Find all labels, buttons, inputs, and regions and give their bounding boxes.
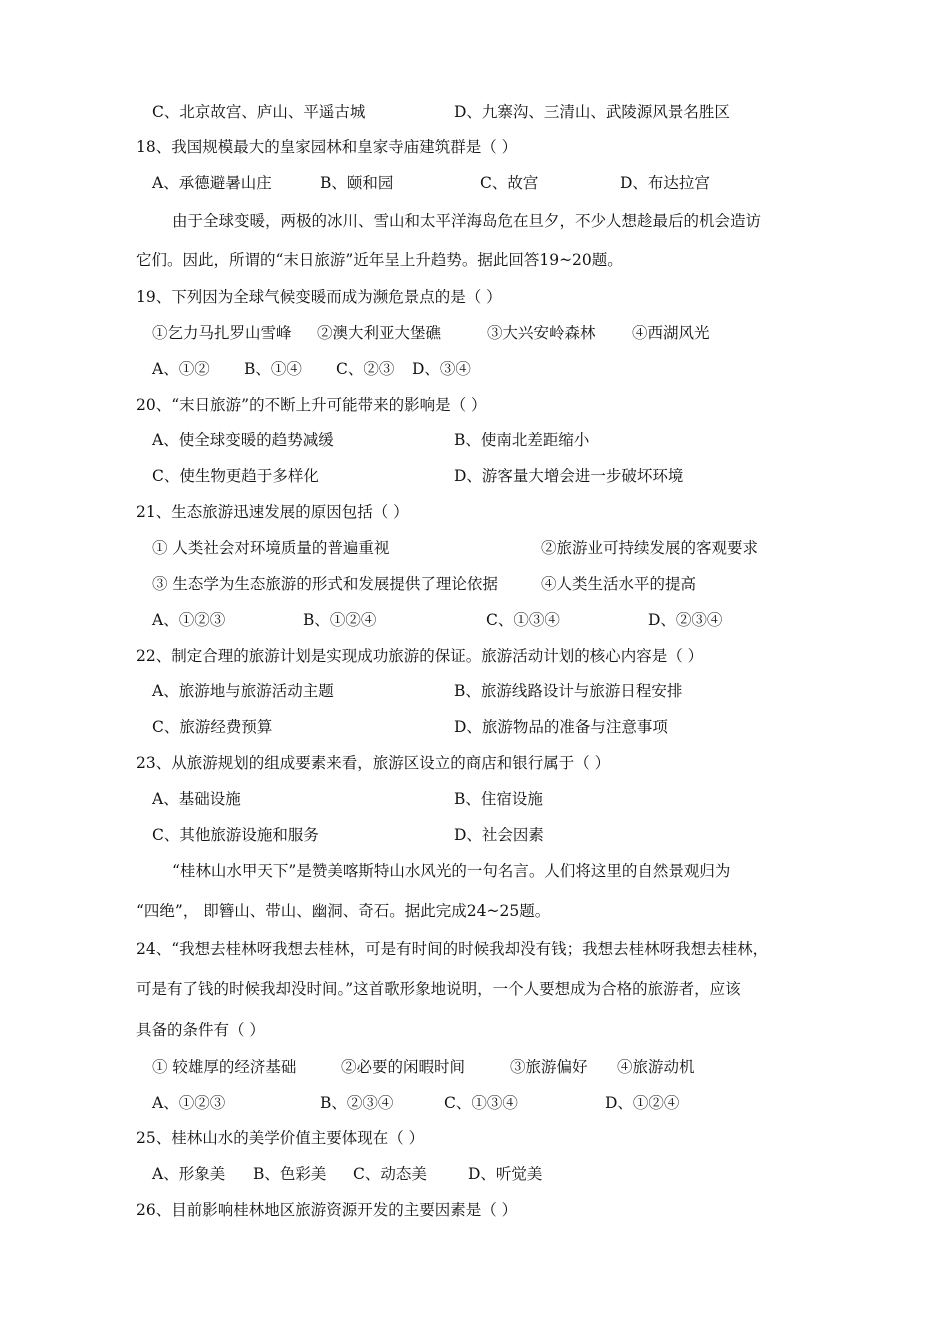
q20-option-a: A、使全球变暖的趋势减缓 (152, 431, 334, 449)
passage-24-25-line-1: “桂林山水甲天下”是赞美喀斯特山水风光的一句名言。人们将这里的自然景观归为 (172, 862, 731, 880)
question-25: 25、桂林山水的美学价值主要体现在（ ） (136, 1129, 425, 1147)
passage-19-20-line-1: 由于全球变暖，两极的冰川、雪山和太平洋海岛危在旦夕，不少人想趁最后的机会造访 (172, 212, 762, 230)
q23-option-a: A、基础设施 (152, 790, 241, 808)
q21-option-d: D、②③④ (648, 611, 723, 629)
question-26: 26、目前影响桂林地区旅游资源开发的主要因素是（ ） (136, 1201, 518, 1219)
q19-option-b: B、①④ (244, 360, 302, 378)
q19-item-1: ①乞力马扎罗山雪峰 (152, 324, 292, 342)
q22-option-b: B、旅游线路设计与旅游日程安排 (454, 682, 683, 700)
q19-item-2: ②澳大利亚大堡礁 (317, 324, 442, 342)
q25-option-d: D、听觉美 (468, 1165, 543, 1183)
q22-option-c: C、旅游经费预算 (152, 718, 273, 736)
passage-24-25-line-2: “四绝”， 即簪山、带山、幽洞、奇石。据此完成24~25题。 (136, 902, 551, 920)
q22-option-d: D、旅游物品的准备与注意事项 (454, 718, 668, 736)
q19-option-a: A、①② (152, 360, 210, 378)
q21-item-1: ① 人类社会对环境质量的普遍重视 (152, 539, 390, 557)
q21-option-c: C、①③④ (486, 611, 560, 629)
question-24-line-1: 24、“我想去桂林呀我想去桂林，可是有时间的时候我却没有钱；我想去桂林呀我想去桂林， (136, 940, 769, 958)
q23-option-d: D、社会因素 (454, 826, 544, 844)
q24-item-1: ① 较雄厚的经济基础 (152, 1058, 297, 1076)
question-20: 20、“末日旅游”的不断上升可能带来的影响是（ ） (136, 396, 487, 414)
q19-option-d: D、③④ (412, 360, 471, 378)
question-22: 22、制定合理的旅游计划是实现成功旅游的保证。旅游活动计划的核心内容是（ ） (136, 647, 704, 665)
q18-option-c: C、故宫 (480, 174, 539, 192)
q20-option-c: C、使生物更趋于多样化 (152, 467, 319, 485)
question-18: 18、我国规模最大的皇家园林和皇家寺庙建筑群是（ ） (136, 138, 518, 156)
q20-option-b: B、使南北差距缩小 (454, 431, 590, 449)
q21-item-4: ④人类生活水平的提高 (541, 575, 697, 593)
q23-option-b: B、住宿设施 (454, 790, 543, 808)
q18-option-b: B、颐和园 (320, 174, 394, 192)
q19-item-3: ③大兴安岭森林 (487, 324, 596, 342)
q18-option-a: A、承德避暑山庄 (152, 174, 272, 192)
q21-item-2: ②旅游业可持续发展的客观要求 (541, 539, 759, 557)
q17-option-d: D、九寨沟、三清山、武陵源风景名胜区 (454, 103, 730, 121)
q25-option-c: C、动态美 (353, 1165, 427, 1183)
q25-option-b: B、色彩美 (253, 1165, 327, 1183)
question-19: 19、下列因为全球气候变暖而成为濒危景点的是（ ） (136, 288, 502, 306)
passage-19-20-line-2: 它们。因此，所谓的“末日旅游”近年呈上升趋势。据此回答19~20题。 (136, 251, 623, 269)
q19-item-4: ④西湖风光 (632, 324, 710, 342)
q17-option-c: C、北京故宫、庐山、平遥古城 (152, 103, 366, 121)
q21-item-3: ③ 生态学为生态旅游的形式和发展提供了理论依据 (152, 575, 498, 593)
question-21: 21、生态旅游迅速发展的原因包括（ ） (136, 503, 409, 521)
q22-option-a: A、旅游地与旅游活动主题 (152, 682, 334, 700)
q25-option-a: A、形象美 (152, 1165, 226, 1183)
q23-option-c: C、其他旅游设施和服务 (152, 826, 319, 844)
question-24-line-3: 具备的条件有（ ） (136, 1021, 265, 1039)
question-23: 23、从旅游规划的组成要素来看，旅游区设立的商店和银行属于（ ） (136, 754, 611, 772)
q21-option-b: B、①②④ (303, 611, 377, 629)
q24-item-3: ③旅游偏好 (510, 1058, 588, 1076)
q20-option-d: D、游客量大增会进一步破坏环境 (454, 467, 684, 485)
question-24-line-2: 可是有了钱的时候我却没时间。”这首歌形象地说明，一个人要想成为合格的旅游者，应该 (136, 980, 741, 998)
q18-option-d: D、布达拉宫 (620, 174, 710, 192)
q24-item-4: ④旅游动机 (617, 1058, 695, 1076)
q24-option-b: B、②③④ (320, 1094, 394, 1112)
q24-option-d: D、①②④ (605, 1094, 680, 1112)
q24-option-a: A、①②③ (152, 1094, 226, 1112)
q21-option-a: A、①②③ (152, 611, 226, 629)
q24-option-c: C、①③④ (444, 1094, 518, 1112)
q19-option-c: C、②③ (336, 360, 395, 378)
q24-item-2: ②必要的闲暇时间 (341, 1058, 466, 1076)
